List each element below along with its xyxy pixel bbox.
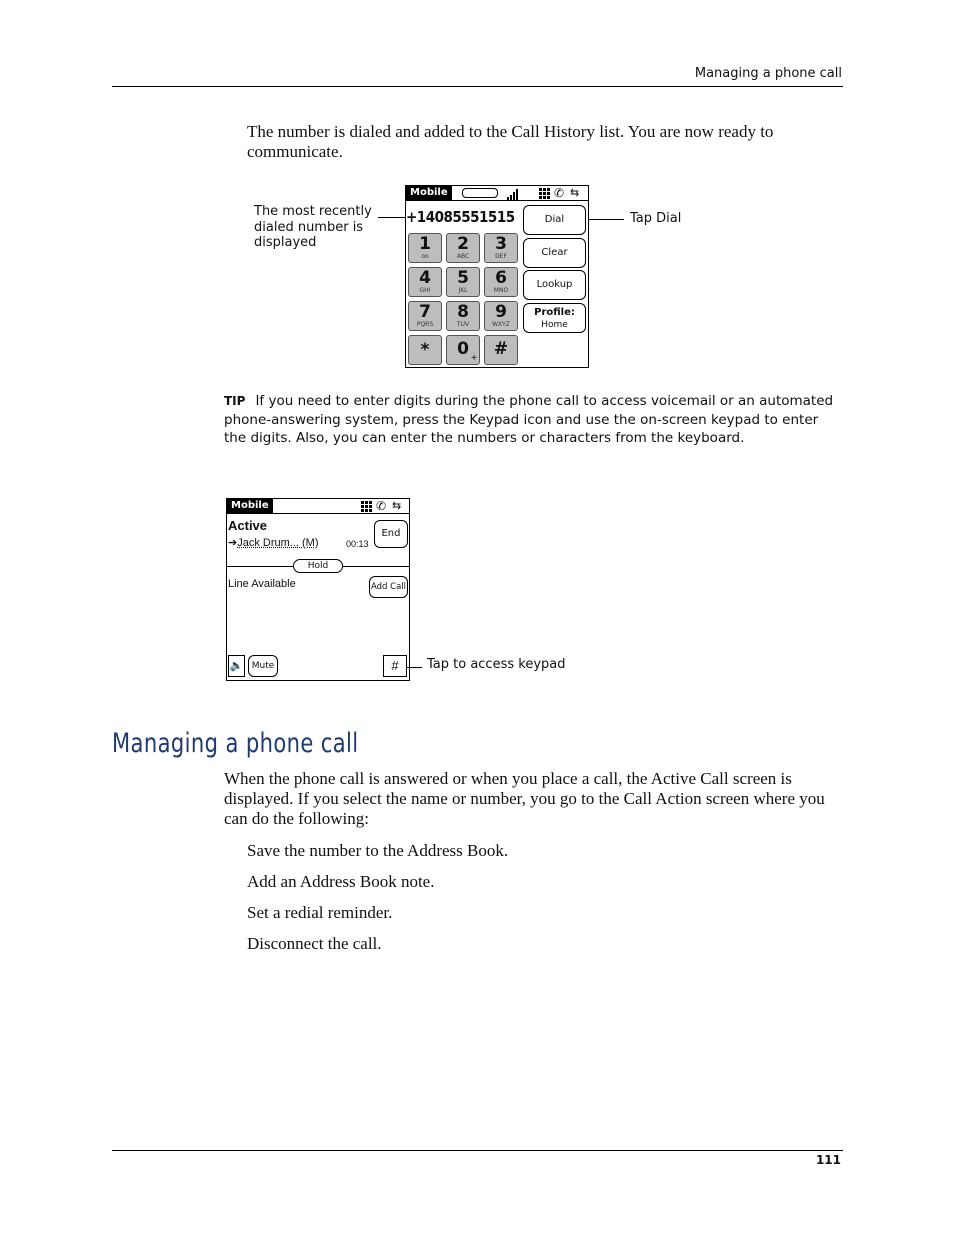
key-star[interactable]: * xyxy=(408,335,442,365)
keypad-grid-icon[interactable] xyxy=(539,187,551,205)
signal-icon xyxy=(506,187,520,205)
keypad-grid-icon-2[interactable] xyxy=(361,500,373,518)
callout-line-left xyxy=(378,217,406,218)
mobile-tab[interactable]: Mobile xyxy=(406,186,452,200)
line-available-label: Line Available xyxy=(228,578,296,590)
profile-button[interactable]: Profile: Home xyxy=(523,303,586,333)
section-heading: Managing a phone call xyxy=(112,728,359,759)
header-rule xyxy=(112,86,843,87)
tip-label: TIP xyxy=(224,394,246,408)
status-bar xyxy=(406,186,588,201)
key-9[interactable]: 9 WXYZ xyxy=(484,301,518,331)
clear-button[interactable]: Clear xyxy=(523,238,586,268)
key-4[interactable]: 4 GHI xyxy=(408,267,442,297)
tip-text: If you need to enter digits during the phone call to access voicemail or an automated phone-answering system, press the Keypad icon and use the on-screen keypad to enter the digits. Also, you can enter the numbers or characters from the keyboard. xyxy=(224,393,834,446)
voicemail-icon: oo xyxy=(421,253,429,260)
end-button[interactable]: End xyxy=(374,520,408,548)
callout-tap-keypad: Tap to access keypad xyxy=(427,657,566,672)
key-2[interactable]: 2 ABC xyxy=(446,233,480,263)
key-hash[interactable]: # xyxy=(484,335,518,365)
list-item: Disconnect the call. xyxy=(247,934,382,953)
plus-sign: + xyxy=(471,353,477,364)
key-5[interactable]: 5 JKL xyxy=(446,267,480,297)
dialed-number: +14085551515 xyxy=(406,208,515,226)
key-6[interactable]: 6 MNO xyxy=(484,267,518,297)
caller-name[interactable]: Jack Drum... (M) xyxy=(237,537,319,549)
key-8[interactable]: 8 TUV xyxy=(446,301,480,331)
battery-icon xyxy=(462,188,498,198)
dial-button[interactable]: Dial xyxy=(523,205,586,235)
footer-rule xyxy=(112,1150,843,1151)
list-item: Set a redial reminder. xyxy=(247,903,393,922)
callout-tap-dial: Tap Dial xyxy=(630,211,682,226)
call-timer: 00:13 xyxy=(346,539,369,549)
section-body: When the phone call is answered or when you place a call, the Active Call screen is displayed. If you select the name or number, you go to the Call Action screen where you can do the following: xyxy=(224,769,825,828)
callout-recent-number: The most recently dialed number is displayed xyxy=(254,204,372,250)
key-3[interactable]: 3 DEF xyxy=(484,233,518,263)
call-status: Active xyxy=(228,518,268,533)
keypad-button[interactable]: # xyxy=(383,655,407,677)
running-header: Managing a phone call xyxy=(694,66,842,81)
intro-paragraph: The number is dialed and added to the Call History list. You are now ready to communicate. xyxy=(247,122,774,161)
page-number: 111 xyxy=(815,1153,841,1167)
key-1[interactable]: 1 oo xyxy=(408,233,442,263)
caller-row[interactable] xyxy=(228,536,319,549)
bluetooth-transfer-icon[interactable]: ⇆ xyxy=(570,187,580,199)
mute-button[interactable]: Mute xyxy=(248,655,278,677)
lookup-button[interactable]: Lookup xyxy=(523,270,586,300)
status-bar-2 xyxy=(227,499,409,514)
phone-screen-active-call xyxy=(226,498,410,681)
tip-block xyxy=(224,392,844,448)
phone-handset-icon[interactable]: ✆ xyxy=(554,186,565,200)
list-item: Add an Address Book note. xyxy=(247,872,435,891)
callout-line-keypad xyxy=(407,667,422,668)
phone-screen-dialpad xyxy=(405,185,589,368)
phone-handset-icon-2[interactable]: ✆ xyxy=(376,499,387,513)
arrow-right-icon: ➔ xyxy=(228,537,238,549)
key-0[interactable]: 0 + xyxy=(446,335,480,365)
hold-button[interactable]: Hold xyxy=(293,559,343,573)
list-item: Save the number to the Address Book. xyxy=(247,841,509,860)
key-7[interactable]: 7 PQRS xyxy=(408,301,442,331)
bluetooth-transfer-icon-2[interactable]: ⇆ xyxy=(392,500,402,512)
speaker-icon[interactable]: 🔈 xyxy=(228,655,245,677)
mobile-tab-2[interactable]: Mobile xyxy=(227,499,273,513)
add-call-button[interactable]: Add Call xyxy=(369,576,408,598)
